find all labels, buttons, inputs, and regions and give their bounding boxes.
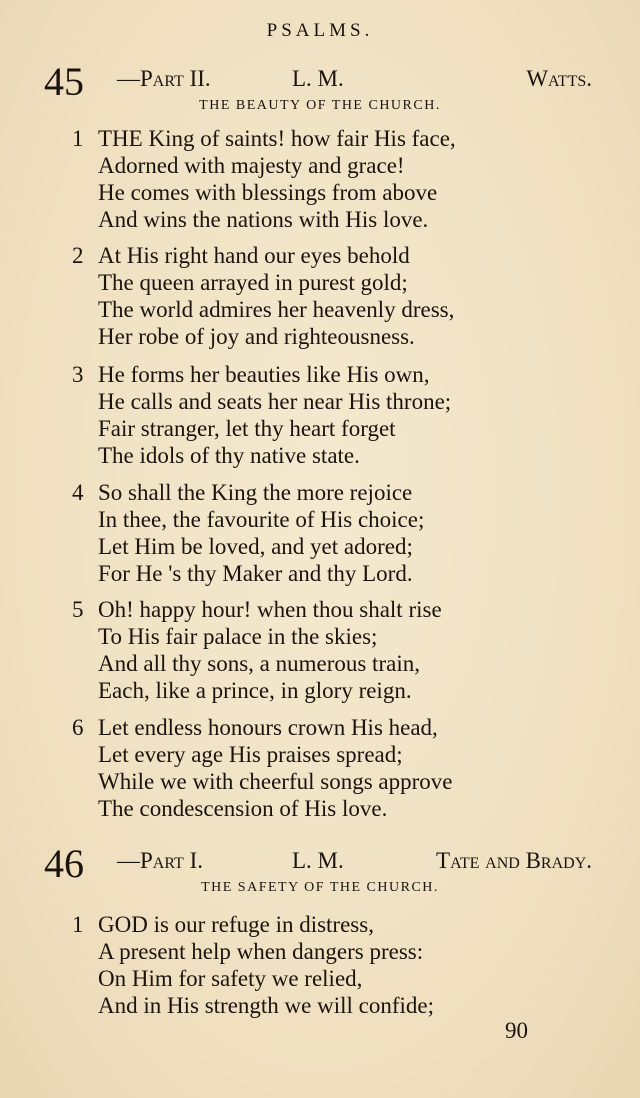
hymn-author: Tate and Brady. (436, 848, 592, 873)
verse-line: Her robe of joy and righteousness. (98, 324, 415, 349)
verse-line: He comes with blessings from above (98, 180, 438, 205)
verse-line: While we with cheerful songs approve (98, 769, 453, 794)
verse-line: He forms her beauties like His own, (98, 362, 430, 387)
verse-line: The queen arrayed in purest gold; (98, 270, 408, 295)
verse-line: Adorned with majesty and grace! (98, 153, 405, 178)
verse-line: On Him for safety we relied, (98, 966, 363, 991)
verse-line: Let every age His praises spread; (98, 742, 403, 767)
hymn-author: Watts. (526, 66, 592, 91)
hymn-number: 45 (44, 59, 84, 104)
stanza-number: 4 (72, 480, 84, 505)
verse-line: To His fair palace in the skies; (98, 624, 378, 649)
verse-line: At His right hand our eyes behold (98, 243, 410, 268)
verse-line: So shall the King the more rejoice (98, 480, 413, 505)
hymn-part: —Part II. (117, 66, 211, 91)
hymn-subtitle: THE BEAUTY OF THE CHURCH. (199, 98, 441, 113)
verse-line: In thee, the favourite of His choice; (98, 507, 425, 532)
page-number: 90 (505, 1018, 528, 1043)
verse-line: Oh! happy hour! when thou shalt rise (98, 597, 442, 622)
verse-line: And all thy sons, a numerous train, (98, 651, 420, 676)
verse-line: For He 's thy Maker and thy Lord. (98, 561, 413, 586)
hymn-part: —Part I. (117, 848, 203, 873)
verse-line: Let Him be loved, and yet adored; (98, 534, 413, 559)
verse-line: He calls and seats her near His throne; (98, 389, 452, 414)
verse-line: And in His strength we will confide; (98, 993, 435, 1018)
verse-line: And wins the nations with His love. (98, 207, 429, 232)
verse-line: Let endless honours crown His head, (98, 715, 438, 740)
verse-line: THE King of saints! how fair His face, (98, 126, 456, 151)
stanza-number: 2 (72, 243, 84, 268)
hymn-header-45 (44, 58, 592, 104)
stanza-number: 6 (72, 715, 84, 740)
verse-line: The condescension of His love. (98, 796, 388, 821)
hymn-number: 46 (44, 841, 84, 886)
verse-line: Each, like a prince, in glory reign. (98, 678, 412, 703)
verse-line: The idols of thy native state. (98, 443, 360, 468)
verse-line: The world admires her heavenly dress, (98, 297, 455, 322)
stanza-number: 1 (72, 912, 84, 937)
hymn-header-46 (44, 840, 592, 886)
hymn-meter: L. M. (292, 848, 344, 873)
verse-line: GOD is our refuge in distress, (98, 912, 374, 937)
stanza-number: 1 (72, 126, 84, 151)
running-head: PSALMS. (266, 20, 374, 41)
verse-line: A present help when dangers press: (98, 939, 424, 964)
hymn-meter: L. M. (292, 66, 344, 91)
stanza-number: 3 (72, 362, 84, 387)
verse-line: Fair stranger, let thy heart forget (98, 416, 396, 441)
stanza-number: 5 (72, 597, 84, 622)
hymn-subtitle: THE SAFETY OF THE CHURCH. (201, 880, 439, 895)
